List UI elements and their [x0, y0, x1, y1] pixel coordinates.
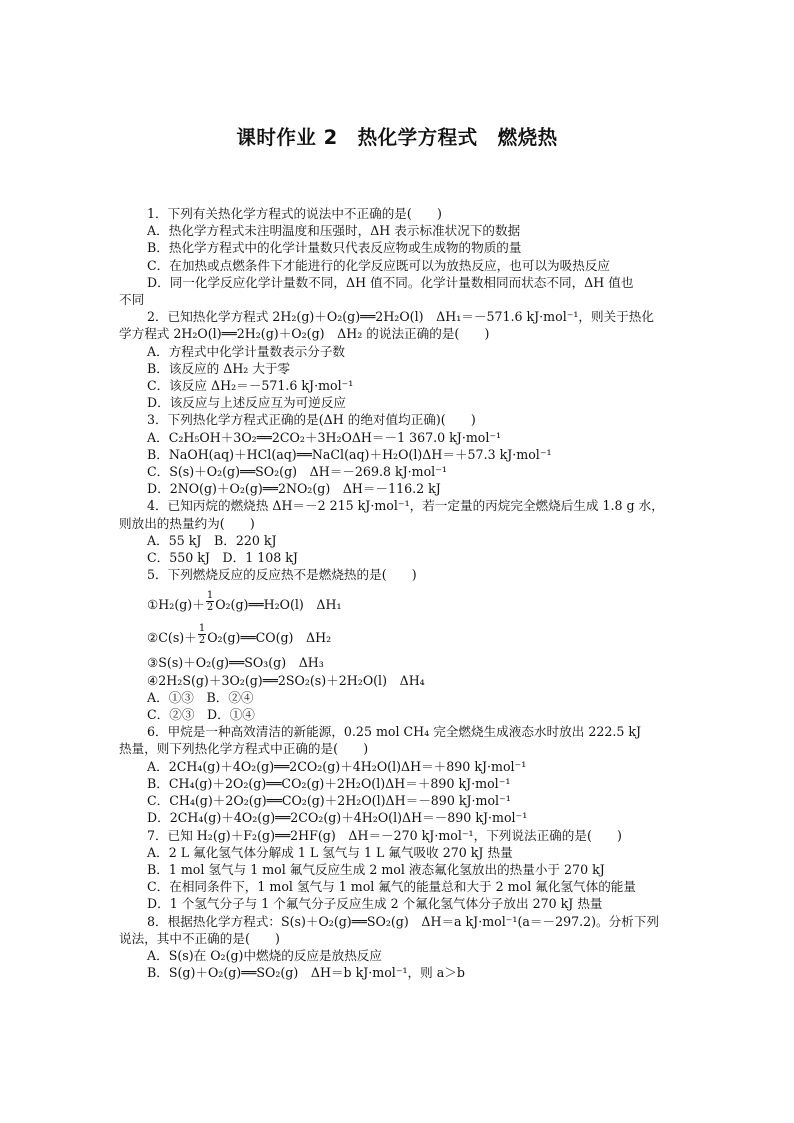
continuation-line: 学方程式 2H₂O(l)══2H₂(g)＋O₂(g) ΔH₂ 的说法正确的是( ): [119, 326, 490, 342]
option-line: B．CH₄(g)＋2O₂(g)══CO₂(g)＋2H₂O(l)ΔH＝＋890 kJ·mol⁻¹: [147, 775, 511, 791]
option-line: A．①③ B．②④: [147, 689, 254, 705]
continuation-line: 不同: [119, 292, 145, 308]
question-3: 3．下列热化学方程式正确的是(ΔH 的绝对值均正确)( ): [147, 412, 476, 428]
option-line: A．55 kJ B．220 kJ: [147, 532, 277, 548]
fraction-one-half: $\frac{1}{2}$: [198, 623, 206, 647]
option-line: A．热化学方程式未注明温度和压强时，ΔH 表示标准状况下的数据: [147, 223, 521, 239]
option-line: C．550 kJ D．1 108 kJ: [147, 550, 298, 566]
option-line: A．方程式中化学计量数表示分子数: [147, 343, 346, 359]
continuation-line: 热量，则下列热化学方程式中正确的是( ): [119, 741, 369, 757]
question-4: 4．已知丙烷的燃烧热 ΔH＝－2 215 kJ·mol⁻¹，若一定量的丙烷完全燃烧后生成 1.8 g 水，: [147, 498, 664, 514]
option-line: D．该反应与上述反应互为可逆反应: [147, 395, 347, 411]
option-line: B．S(g)＋O₂(g)══SO₂(g) ΔH＝b kJ·mol⁻¹，则 a＞b: [147, 965, 465, 981]
page-title: 课时作业 2 热化学方程式 燃烧热: [236, 126, 558, 149]
question-5: 5．下列燃烧反应的反应热不是燃烧热的是( ): [147, 567, 417, 583]
question-2: 2．已知热化学方程式 2H₂(g)＋O₂(g)══2H₂O(l) ΔH₁＝－571.6 kJ·mol⁻¹，则关于热化: [147, 309, 654, 325]
option-line: A．S(s)在 O₂(g)中燃烧的反应是放热反应: [147, 947, 382, 963]
option-line: D．1 个氢气分子与 1 个氟气分子反应生成 2 个氟化氢气体分子放出 270 kJ 热量: [147, 896, 603, 912]
option-line: B．热化学方程式中的化学计量数只代表反应物或生成物的物质的量: [147, 240, 522, 256]
fraction-one-half: $\frac{1}{2}$: [206, 590, 214, 614]
option-line: D．同一化学反应化学计量数不同，ΔH 值不同。化学计量数相同而状态不同，ΔH 值也: [147, 274, 634, 290]
option-line: A．2CH₄(g)＋4O₂(g)══2CO₂(g)＋4H₂O(l)ΔH＝＋890 kJ·mol⁻¹: [147, 758, 527, 774]
document-body: [119, 205, 679, 981]
option-line: C．在相同条件下，1 mol 氢气与 1 mol 氟气的能量总和大于 2 mol 氟化氢气体的能量: [147, 879, 636, 895]
question-8: 8．根据热化学方程式：S(s)＋O₂(g)══SO₂(g) ΔH＝a kJ·mol⁻¹(a＝－297.2)。分析下列: [147, 913, 660, 929]
option-line: C．在加热或点燃条件下才能进行的化学反应既可以为放热反应，也可以为吸热反应: [147, 257, 611, 273]
option-line: C．②③ D．①④: [147, 707, 255, 723]
option-line: A．C₂H₅OH＋3O₂══2CO₂＋3H₂OΔH＝－1 367.0 kJ·mol⁻¹: [147, 429, 502, 445]
option-line: C．S(s)＋O₂(g)══SO₂(g) ΔH＝－269.8 kJ·mol⁻¹: [147, 464, 447, 480]
q5-equation-1: ①H₂(g)＋ $\frac{1}{2}$ O₂(g)══H₂O(l) ΔH₁: [147, 590, 342, 614]
option-line: B．NaOH(aq)＋HCl(aq)══NaCl(aq)＋H₂O(l)ΔH＝＋57.3 kJ·mol⁻¹: [147, 446, 552, 462]
question-7: 7．已知 H₂(g)＋F₂(g)══2HF(g) ΔH＝－270 kJ·mol⁻¹，下列说法正确的是( ): [147, 827, 622, 843]
option-line: C．该反应 ΔH₂＝－571.6 kJ·mol⁻¹: [147, 378, 354, 394]
q5-equation-3: ③S(s)＋O₂(g)══SO₃(g) ΔH₃: [147, 655, 324, 671]
option-line: D．2CH₄(g)＋4O₂(g)══2CO₂(g)＋4H₂O(l)ΔH＝－890 kJ·mol⁻¹: [147, 810, 528, 826]
q5-equation-2: ②C(s)＋ $\frac{1}{2}$ O₂(g)══CO(g) ΔH₂: [147, 623, 332, 647]
option-line: D．2NO(g)＋O₂(g)══2NO₂(g) ΔH＝－116.2 kJ: [147, 481, 441, 497]
option-line: B．1 mol 氢气与 1 mol 氟气反应生成 2 mol 液态氟化氢放出的热量小于 270 kJ: [147, 861, 605, 877]
question-6: 6．甲烷是一种高效清洁的新能源，0.25 mol CH₄ 完全燃烧生成液态水时放出 222.5 kJ: [147, 724, 642, 740]
option-line: A．2 L 氟化氢气体分解成 1 L 氢气与 1 L 氟气吸收 270 kJ 热量: [147, 844, 513, 860]
continuation-line: 说法，其中不正确的是( ): [119, 930, 280, 946]
option-line: B．该反应的 ΔH₂ 大于零: [147, 360, 291, 376]
question-1: 1．下列有关热化学方程式的说法中不正确的是( ): [147, 206, 442, 221]
option-line: C．CH₄(g)＋2O₂(g)══CO₂(g)＋2H₂O(l)ΔH＝－890 kJ·mol⁻¹: [147, 793, 511, 809]
continuation-line: 则放出的热量约为( ): [119, 515, 255, 531]
q5-equation-4: ④2H₂S(g)＋3O₂(g)══2SO₂(s)＋2H₂O(l) ΔH₄: [147, 672, 425, 688]
